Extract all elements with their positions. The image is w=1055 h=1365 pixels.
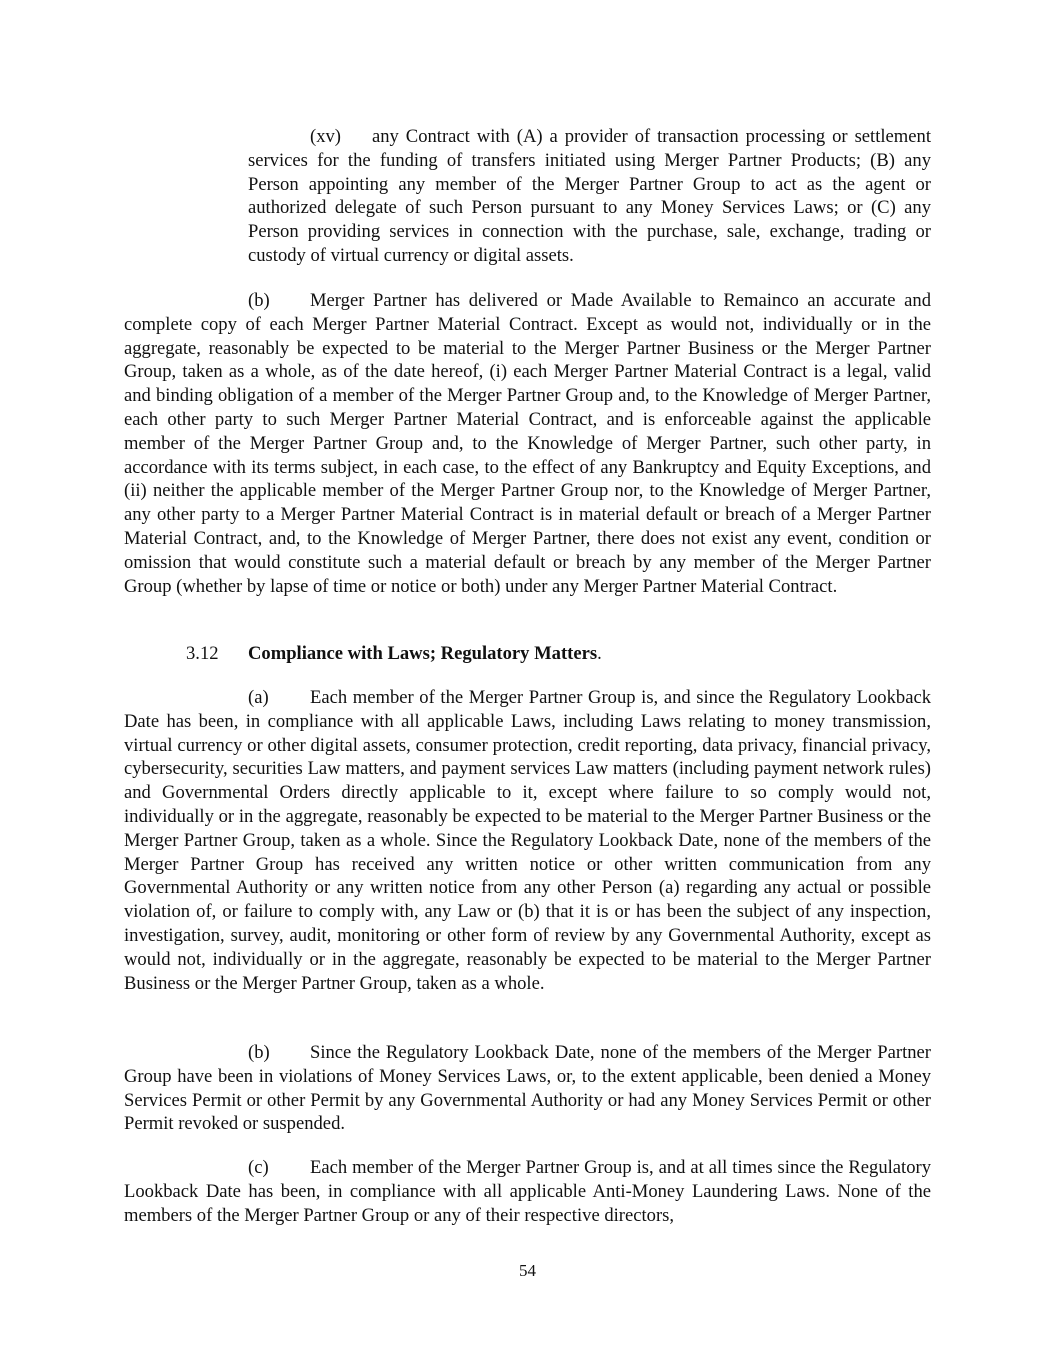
clause-a-3-12	[124, 686, 931, 995]
section-number: 3.12	[186, 643, 219, 664]
clause-xv	[248, 125, 931, 268]
clause-b-3-11-text: Merger Partner has delivered or Made Available to Remainco an accurate and complete copy of each Merger Partner Material Contract. Except as would not, individually or in the aggregate, reasonably be expected to be material to the Merger Partner Business or the Merger Partner Group, taken as a whole, as of the date hereof, (i) each Merger Partner Material Contract is a legal, valid and binding obligation of a member of the Merger Partner Group and, to the Knowledge of Merger Partner, each other party to such Merger Partner Material Contract, and is enforceable against the applicable member of the Merger Partner Group and, to the Knowledge of Merger Partner, such other party, in accordance with its terms subject, in each case, to the effect of any Bankruptcy and Equity Exceptions, and (ii) neither the applicable member of the Merger Partner Group nor, to the Knowledge of Merger Partner, any other party to a Merger Partner Material Contract is in material default or breach of a Merger Partner Material Contract, and, to the Knowledge of Merger Partner, there does not exist any event, condition or omission that would constitute such a material default or breach by any member of the Merger Partner Group (whether by lapse of time or notice or both) under any Merger Partner Material Contract.	[124, 290, 931, 597]
clause-b-3-11	[124, 289, 931, 598]
section-title: Compliance with Laws; Regulatory Matters	[248, 643, 598, 664]
clause-b-3-11-label: (b)	[248, 290, 270, 311]
clause-xv-label: (xv)	[310, 126, 341, 147]
clause-a-3-12-text: Each member of the Merger Partner Group is, and since the Regulatory Lookback Date has been, in compliance with all applicable Laws, including Laws relating to money transmission, virtual currency or other digital assets, consumer protection, credit reporting, data privacy, financial privacy, cybersecurity, securities Law matters, and payment services Law matters (including payment network rules) and Governmental Orders directly applicable to it, except where failure to so comply would not, individually or in the aggregate, reasonably be expected to be material to the Merger Partner Business or the Merger Partner Group, taken as a whole. Since the Regulatory Lookback Date, none of the members of the Merger Partner Group has received any written notice or other written communication from any Governmental Authority or any written notice from any other Person (a) regarding any actual or possible violation of, or failure to comply with, any Law or (b) that it is or has been the subject of any inspection, investigation, survey, audit, monitoring or other form of review by any Governmental Authority, except as would not, individually or in the aggregate, reasonably be expected to be material to the Merger Partner Business or the Merger Partner Group, taken as a whole.	[124, 687, 931, 994]
clause-xv-text: any Contract with (A) a provider of transaction processing or settlement services for the funding of transfers initiated using Merger Partner Products; (B) any Person appointing any member of the Merger Partner Group to act as the agent or authorized delegate of such Person pursuant to any Money Services Laws; or (C) any Person providing services in connection with the purchase, sale, exchange, trading or custody of virtual currency or digital assets.	[248, 126, 931, 266]
section-3-12-heading	[186, 642, 602, 666]
clause-c-3-12	[124, 1156, 931, 1227]
clause-b-3-12-text: Since the Regulatory Lookback Date, none of the members of the Merger Partner Group have been in violations of Money Services Laws, or, to the extent applicable, been denied a Money Services Permit or other Permit by any Governmental Authority or had any Money Services Permit or other Permit revoked or suspended.	[124, 1042, 931, 1135]
section-title-punct: .	[597, 643, 602, 664]
clause-c-3-12-label: (c)	[248, 1157, 269, 1178]
clause-c-3-12-text: Each member of the Merger Partner Group is, and at all times since the Regulatory Lookback Date has been, in compliance with all applicable Anti-Money Laundering Laws. None of the members of the Merger Partner Group or any of their respective directors,	[124, 1157, 931, 1226]
clause-a-3-12-label: (a)	[248, 687, 269, 708]
clause-b-3-12	[124, 1041, 931, 1136]
clause-b-3-12-label: (b)	[248, 1042, 270, 1063]
page-number: 54	[519, 1261, 536, 1280]
